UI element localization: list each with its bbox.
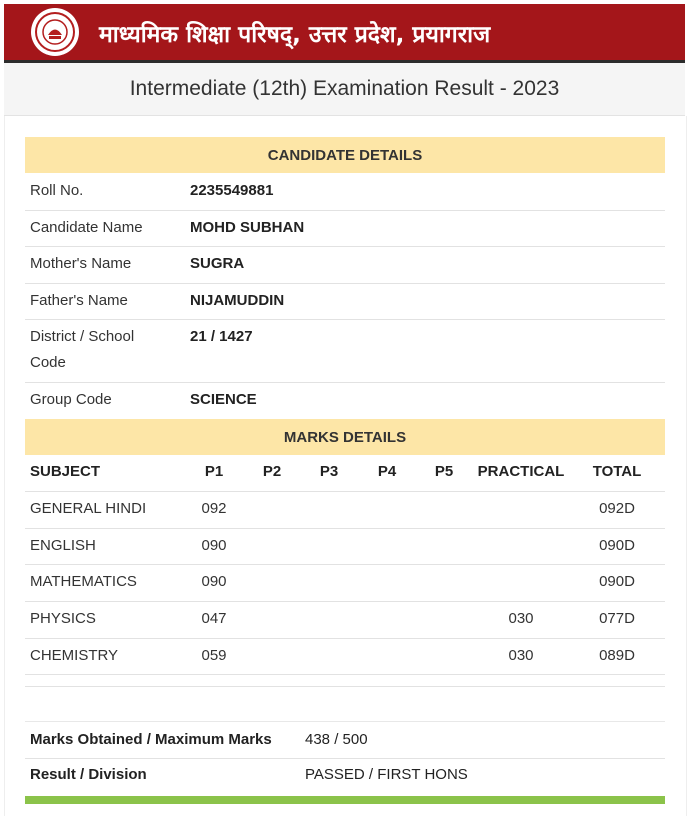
practical-marks: 030 <box>508 610 534 627</box>
col-practical: PRACTICAL <box>477 463 565 480</box>
col-p1: P1 <box>204 463 224 480</box>
group-code-value: SCIENCE <box>190 391 257 408</box>
table-row <box>25 491 665 529</box>
table-row <box>25 173 665 211</box>
status-bar <box>25 796 665 804</box>
p1-marks: 090 <box>201 573 227 590</box>
col-p3: P3 <box>319 463 339 480</box>
col-p4: P4 <box>377 463 397 480</box>
mother-name-label: Mother's Name <box>30 255 132 272</box>
marks-obtained-label: Marks Obtained / Maximum Marks <box>30 731 272 748</box>
district-school-label-line2: Code <box>30 354 66 371</box>
col-p5: P5 <box>434 463 454 480</box>
page-title: Intermediate (12th) Examination Result - 2023 <box>129 77 560 100</box>
marks-details-heading: MARKS DETAILS <box>25 419 665 455</box>
col-total: TOTAL <box>592 463 642 480</box>
subject-name: PHYSICS <box>30 610 96 627</box>
table-row <box>25 246 665 284</box>
total-marks: 092D <box>599 500 635 517</box>
summary-result-row <box>25 758 665 794</box>
p1-marks: 092 <box>201 500 227 517</box>
group-code-label: Group Code <box>30 391 112 408</box>
candidate-details-heading: CANDIDATE DETAILS <box>25 137 665 173</box>
table-row <box>25 382 665 419</box>
col-subject: SUBJECT <box>30 463 101 480</box>
district-school-label-line1: District / School <box>30 328 135 345</box>
up-board-seal-icon <box>31 8 79 56</box>
candidate-name-label: Candidate Name <box>30 219 143 236</box>
father-name-value: NIJAMUDDIN <box>190 292 285 309</box>
summary-marks-row <box>25 722 665 759</box>
total-marks: 077D <box>599 610 635 627</box>
table-row <box>25 283 665 320</box>
candidate-name-value: MOHD SUBHAN <box>190 219 305 236</box>
subject-name: GENERAL HINDI <box>30 500 147 517</box>
total-marks: 090D <box>599 573 635 590</box>
table-row <box>25 638 665 675</box>
practical-marks: 030 <box>508 647 534 664</box>
table-row <box>25 564 665 602</box>
mother-name-value: SUGRA <box>190 255 245 272</box>
marks-obtained-value: 438 / 500 <box>305 731 368 748</box>
col-p2: P2 <box>262 463 282 480</box>
total-marks: 090D <box>599 537 635 554</box>
p1-marks: 090 <box>201 537 227 554</box>
board-title: माध्यमिक शिक्षा परिषद्, उत्तर प्रदेश, प्रयागराज <box>99 22 491 48</box>
table-row <box>25 528 665 565</box>
roll-no-value: 2235549881 <box>190 182 274 199</box>
father-name-label: Father's Name <box>30 292 128 309</box>
site-header <box>4 4 685 63</box>
result-division-label: Result / Division <box>30 766 147 783</box>
table-row <box>25 601 665 639</box>
p1-marks: 047 <box>201 610 227 627</box>
result-division-value: PASSED / FIRST HONS <box>305 766 468 783</box>
subject-name: ENGLISH <box>30 537 96 554</box>
table-row <box>25 210 665 247</box>
p1-marks: 059 <box>201 647 227 664</box>
marks-header-row <box>25 455 665 492</box>
result-title-bar <box>4 63 685 116</box>
district-school-value: 21 / 1427 <box>190 328 253 345</box>
roll-no-label: Roll No. <box>30 182 84 199</box>
total-marks: 089D <box>599 647 635 664</box>
table-row <box>25 685 665 722</box>
table-row <box>25 319 665 383</box>
subject-name: MATHEMATICS <box>30 573 137 590</box>
subject-name: CHEMISTRY <box>30 647 119 664</box>
